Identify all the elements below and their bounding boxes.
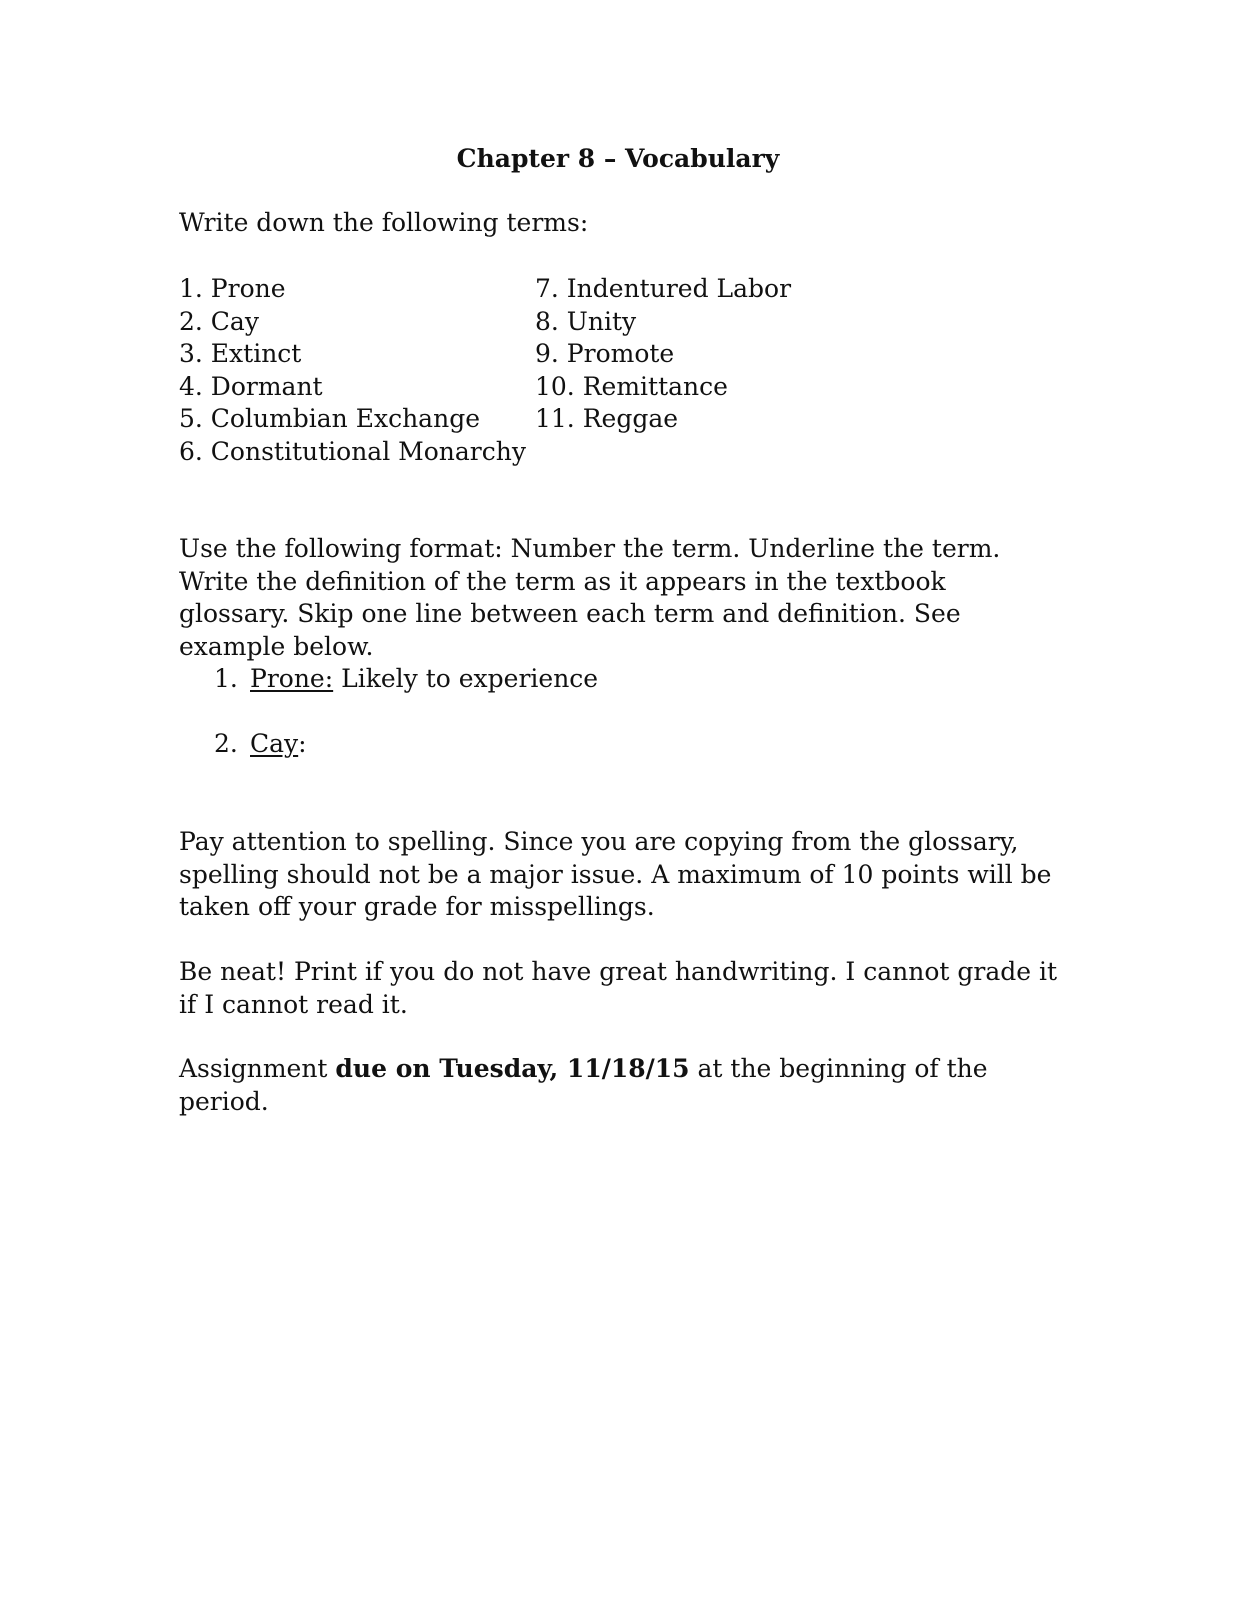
- example-item: [214, 728, 307, 761]
- example-term: Prone:: [250, 664, 334, 693]
- term-item: 3. Extinct: [179, 339, 302, 368]
- term-item: 11. Reggae: [535, 404, 679, 433]
- due-suffix: at the beginning of the period.: [179, 1054, 988, 1116]
- example-definition: Likely to experience: [333, 664, 599, 693]
- term-item: 4. Dormant: [179, 371, 323, 401]
- term-item: 2. Cay: [179, 306, 259, 336]
- due-date-bold: due on Tuesday, 11/18/15: [335, 1054, 690, 1083]
- term-item: 10. Remittance: [535, 371, 728, 401]
- instructions-text: Write down the following terms:: [179, 208, 589, 237]
- term-item: 5. Columbian Exchange: [179, 404, 480, 433]
- term-item: 8. Unity: [535, 306, 637, 336]
- term-item: 1. Prone: [179, 274, 286, 303]
- terms-list-right: [535, 273, 791, 436]
- example-term: Cay: [250, 729, 299, 758]
- page-title: Chapter 8 – Vocabulary: [456, 144, 780, 173]
- example-number: 1.: [214, 664, 238, 693]
- terms-list-left: [179, 273, 526, 468]
- example-item: [214, 663, 598, 696]
- example-definition: :: [298, 729, 307, 758]
- spelling-paragraph: Pay attention to spelling. Since you are copying from the glossary, spelling should not be a major issue. A maximum of 10 points will be taken off your grade for misspellings.: [179, 827, 1052, 921]
- due-date-paragraph: [179, 1053, 1059, 1118]
- term-item: 6. Constitutional Monarchy: [179, 436, 526, 466]
- neatness-paragraph: Be neat! Print if you do not have great handwriting. I cannot grade it if I cannot read it.: [179, 957, 1058, 1019]
- example-number: 2.: [214, 729, 238, 758]
- term-item: 9. Promote: [535, 339, 675, 368]
- term-item: 7. Indentured Labor: [535, 274, 792, 303]
- format-paragraph: Use the following format: Number the term. Underline the term. Write the definition of the term as it appears in the textbook glossary. Skip one line between each term and definition. See example below.: [179, 534, 1001, 661]
- due-prefix: Assignment: [179, 1054, 336, 1083]
